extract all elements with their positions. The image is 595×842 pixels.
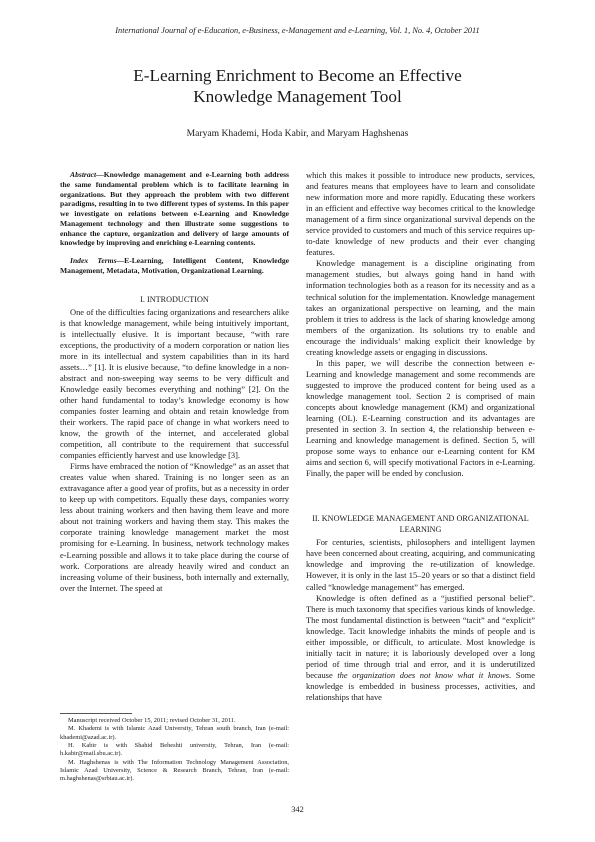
footnote: M. Khademi is with Islamic Azad University, Tehran south branch, Iran (e-mail: khademi@azad.ac.ir). [60,725,289,741]
paragraph: which this makes it possible to introduce new products, services, and features means that employees have to learn and consolidate new information more and more rapidly. Educating these workers in an efficient and effective way becomes critical to the knowledge management of a firm since organizational survival depends on the service provided to customers and much of this service requires up-to-date knowledge of new products and their ever changing features. [306,170,535,258]
heading-rest: EARNING [404,525,442,535]
section-heading-introduction [60,294,289,305]
author-list: Maryam Khademi, Hoda Kabir, and Maryam Haghshenas [186,128,409,139]
paragraph: For centuries, scientists, philosophers and intelligent laymen have been concerned about creating, acquiring, and communicating knowledge and improving the re-utilization of knowledge. However, it is only in the last 15–20 years or so that a distinct field called “knowledge management” has emerged. [306,537,535,592]
section-heading-knowledge-management [306,513,535,535]
heading-rest: NOWLEDGE [327,514,377,524]
running-head: International Journal of e-Education, e-Business, e-Management and e-Learning, Vol. 1, No. 4, October 2011 [115,26,480,35]
heading-rest: RGANIZATIONAL [462,514,529,524]
footnote: M. Haghshenas is with The Information Technology Management Association, Islamic Azad University, Science & Research Branch, Tehran, Iran (e-mail: m.haghshenas@srbiau.ac.ir). [60,758,289,783]
footnote: H. Kabir is with Shahid Beheshti university, Tehran, Iran (e-mail: h.kabir@mail.sbu.ac.ir). [60,742,289,758]
section-numeral: II. [312,514,322,524]
paragraph-text: Knowledge is often defined as a “justified personal belief”. There is much taxonomy that specifies various kinds of knowledge. The most fundamental distinction is between “tacit” and “explicit” knowledge. Tacit knowledge inhabits the minds of people and is either impossible, or difficult, to articulate. Most knowledge is initially tacit in nature; it is laboriously developed over a long period of time through trial and error, and it is underutilized because [306,592,535,680]
abstract-dash: — [96,170,104,179]
paragraph [306,593,535,703]
section-title-rest: NTRODUCTION [149,294,209,304]
paper-title [60,66,535,107]
heading-rest: ANAGEMENT AND [383,514,457,524]
footnotes [60,717,289,784]
heading-initial: K [321,514,328,524]
section-heading-line-1 [306,513,535,524]
index-terms [60,256,289,276]
section-heading-line-2 [306,524,535,535]
paragraph-text: . Some knowledge is embedded in business processes, activities, and relationships that have [306,669,535,702]
paragraph-emphasis: the organization does not know what it knows [337,669,510,680]
index-terms-label: Index Terms [70,256,117,265]
left-column [60,170,289,594]
heading-initial: O [456,514,463,524]
page-number: 342 [291,805,304,814]
right-column [306,170,535,703]
paragraph: Firms have embraced the notion of “Knowledge” as an asset that creates value when shared. Training is no longer seen as an extravagance after a good year of profits, but as a necessity in order to keep up with competitors. Equally these days, companies worry less about training workers and then having them leave and more about not training workers and having them stay. This makes the corporate training knowledge management market the most promising for e-Learning. In business, network technology makes e-Learning possible and allows it to take place during the course of work. Corporations are already heavily wired and conduct an increasing volume of their business, both internally and externally, over the Internet. The speed at [60,461,289,593]
abstract-label: Abstract [70,170,97,179]
section-title-initial: I [146,294,150,304]
footnote: Manuscript received October 15, 2011; revised October 31, 2011. [68,717,236,724]
index-terms-dash: — [116,256,125,265]
paragraph: One of the difficulties facing organizations and researchers alike is that knowledge management, while being intuitively important, is intellectually elusive. It is important because, “with rare exceptions, the productivity of a modern corporation or nation lies more in its intellectual and system capabilities than in its hard assets…” [1]. It is elusive because, “to define knowledge in a non-abstract and non-sweeping way seems to be very difficult and Knowledge easily becomes everything and nothing” [2]. On the other hand fundamental to today’s knowledge economy is how companies foster learning and obtain and retain knowledge from their workers. The rapid pace of change in what workers need to know, the growth of the internet, and accelerated global competition, all contribute to the requirement that successful companies efficiently harvest and use knowledge [3]. [60,306,289,461]
section-numeral: I. [140,294,147,304]
abstract [60,170,289,248]
abstract-text: Knowledge management and e-Learning both address the same fundamental problem which is to facilitate learning in organizations. But they approach the problem with two different paradigms, resulting in to two different types of systems. In this paper we investigate on relations between e-Learning and Knowledge Management technology and then illustrate some suggestions to enhance the capture, organization and delivery of large amounts of knowledge by improving and enriching e-Learning contents. [60,170,289,248]
title-line-1: E-Learning Enrichment to Become an Effective [133,66,462,85]
index-terms-text: E-Learning, Intelligent Content, Knowledge Management, Metadata, Motivation, Organizational Learning. [60,256,289,275]
title-line-2: Knowledge Management Tool [193,86,402,106]
heading-initial: M [376,514,384,524]
heading-initial: L [399,525,405,535]
paragraph: In this paper, we will describe the connection between e-Learning and knowledge management and some recommends are suggested to improve the produced content for being used as a knowledge management tool. Section 2 is comprised of main concepts about knowledge management (KM) and organizational learning (OL). E-Learning construction and its advantages are presented in section 3. In section 4, the relationship between e-Learning and knowledge management is defined. Section 5, will propose some ways to enhance our e-Learning content for KM aims and section 6, will specify motivational Factors in e-Learning. Finally, the paper will be ended by conclusion. [306,357,535,479]
footnote-divider [60,713,132,714]
paragraph: Knowledge management is a discipline originating from management studies, but always going hand in hand with information technologies both as a reason for its necessity and as a technical solution for the implementation. Knowledge management takes an organizational perspective on learning, and the main problem it tries to address is the lack of sharing knowledge among members of the organization. Its solutions try to enable and encourage the individuals’ making explicit their knowledge by creating knowledge assets or engaging in discussions. [306,258,535,357]
